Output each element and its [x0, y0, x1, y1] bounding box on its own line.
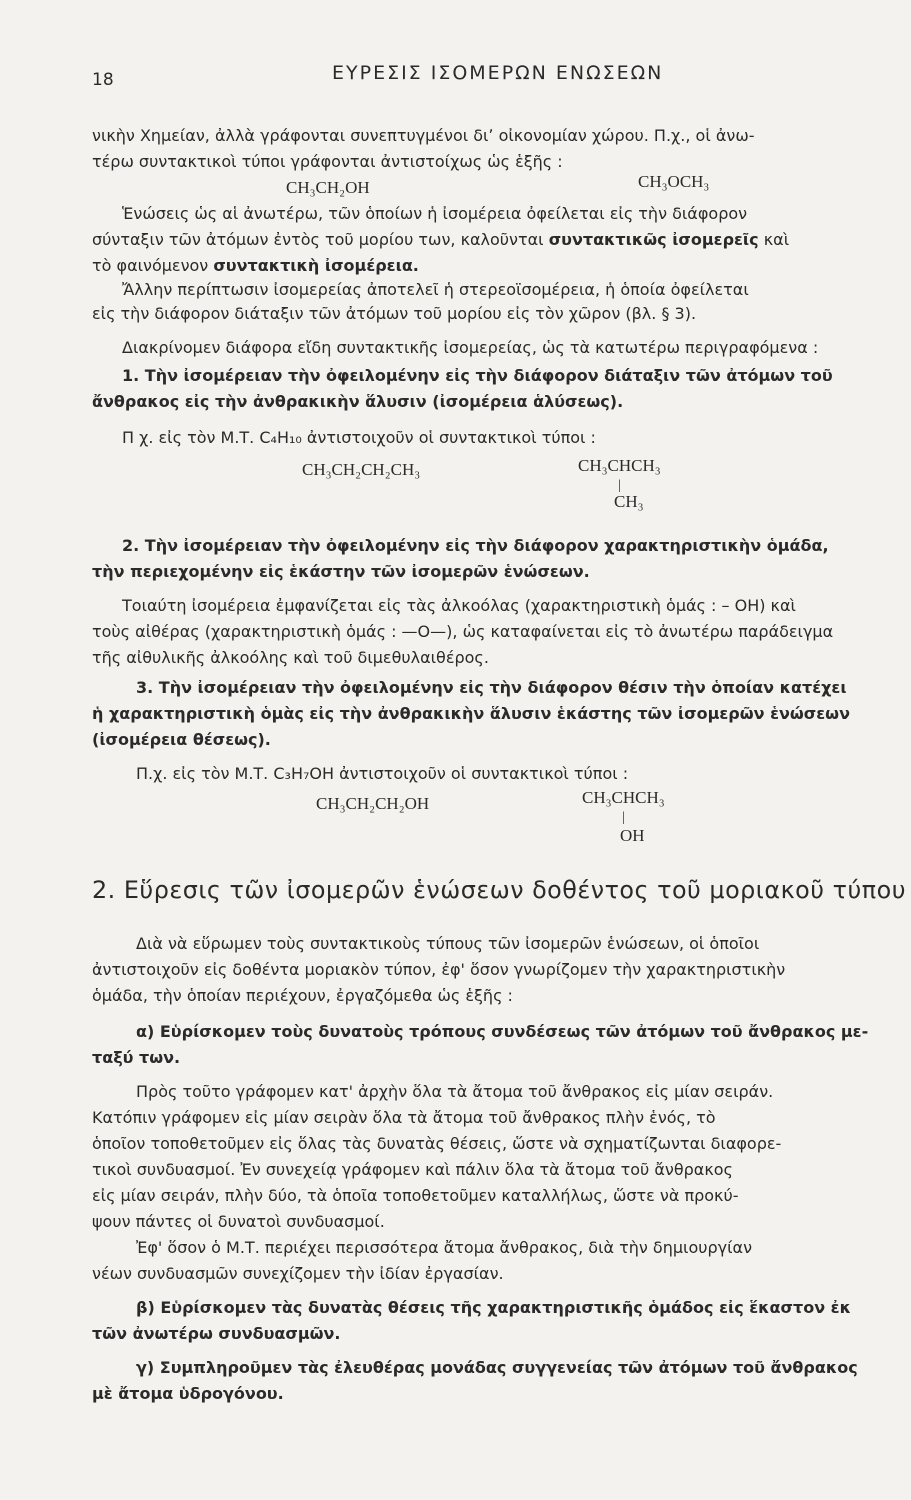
kind-2-heading: 2. Τὴν ἰσομέρειαν τὴν ὀφειλομένην εἰς τὴν διάφορον χαρακτηριστικὴν ὁμάδα, [122, 536, 829, 555]
text-line [92, 228, 789, 252]
kind-3-heading: 3. Τὴν ἰσομέρειαν τὴν ὀφειλομένην εἰς τὴν διάφορον θέσιν τὴν ὁποίαν κατέχει [136, 678, 847, 697]
step-b-heading-cont: τῶν ἀνωτέρω συνδυασμῶν. [92, 1324, 341, 1343]
text-span: καὶ [763, 230, 790, 249]
section-heading: 2. Εὕρεσις τῶν ἰσομερῶν ἑνώσεων δοθέντος τοῦ μοριακοῦ τύπου [92, 876, 907, 904]
formula-ethanol: CH₃CH₂OH [286, 178, 370, 197]
bond-line: | [618, 478, 621, 493]
text-line: Κατόπιν γράφομεν εἰς μίαν σειρὰν ὅλα τὰ ἄτομα τοῦ ἄνθρακος πλὴν ἑνός, τὸ [92, 1108, 716, 1127]
text-line: ψουν πάντες οἱ δυνατοὶ συνδυασμοί. [92, 1212, 385, 1231]
formula-methyl-branch: CH₃ [614, 492, 644, 511]
text-line: εἰς τὴν διάφορον διάταξιν τῶν ἀτόμων τοῦ μορίου εἰς τὸν χῶρον (βλ. § 3). [92, 304, 697, 323]
text-line [92, 254, 419, 278]
text-line: Ἑνώσεις ὡς αἱ ἀνωτέρω, τῶν ὁποίων ἡ ἰσομέρεια ὀφείλεται εἰς τὴν διάφορον [122, 204, 748, 223]
text-line: νέων συνδυασμῶν συνεχίζομεν τὴν ἰδίαν ἐργασίαν. [92, 1264, 504, 1283]
text-line: Ἐφ' ὅσον ὁ Μ.Τ. περιέχει περισσότερα ἄτομα ἄνθρακος, διὰ τὴν δημιουργίαν [136, 1238, 753, 1257]
formula-hydroxyl-branch: OH [620, 826, 645, 845]
text-line: Διὰ νὰ εὕρωμεν τοὺς συντακτικοὺς τύπους τῶν ἰσομερῶν ἑνώσεων, οἱ ὁποῖοι [136, 934, 760, 953]
term-structural-isomerism: συντακτικὴ ἰσομέρεια. [213, 256, 419, 275]
text-line: τῆς αἰθυλικῆς ἀλκοόλης καὶ τοῦ διμεθυλαιθέρος. [92, 648, 489, 667]
text-line: τέρω συντακτικοὶ τύποι γράφονται ἀντιστοίχως ὡς ἑξῆς : [92, 152, 563, 171]
step-b-heading: β) Εὑρίσκομεν τὰς δυνατὰς θέσεις τῆς χαρακτηριστικῆς ὁμάδος εἰς ἕκαστον ἐκ [136, 1298, 851, 1317]
formula-isopropanol: CH₃CHCH₃ [582, 788, 665, 807]
text-line: τοὺς αἰθέρας (χαρακτηριστικὴ ὁμάς : —Ο—), ὡς καταφαίνεται εἰς τὸ ἀνωτέρω παράδειγμα [92, 622, 834, 641]
running-title: ΕΥΡΕΣΙΣ ΙΣΟΜΕΡΩΝ ΕΝΩΣΕΩΝ [332, 62, 664, 84]
text-span: τὸ φαινόμενον [92, 256, 209, 275]
text-span: σύνταξιν τῶν ἀτόμων ἐντὸς τοῦ μορίου των, καλοῦνται [92, 230, 544, 249]
text-line: νικὴν Χημείαν, ἀλλὰ γράφονται συνεπτυγμένοι διʼ οἰκονομίαν χώρου. Π.χ., οἱ ἀνω- [92, 126, 755, 145]
text-line: Τοιαύτη ἰσομέρεια ἐμφανίζεται εἰς τὰς ἀλκοόλας (χαρακτηριστικὴ ὁμάς : – ΟΗ) καὶ [122, 596, 796, 615]
text-line: ὁποῖον τοποθετοῦμεν εἰς ὅλας τὰς δυνατὰς θέσεις, ὥστε νὰ σχηματίζωνται διαφορε- [92, 1134, 782, 1153]
formula-propanol: CH₃CH₂CH₂OH [316, 794, 430, 813]
page-header [92, 62, 871, 92]
step-c-heading: γ) Συμπληροῦμεν τὰς ἐλευθέρας μονάδας συγγενείας τῶν ἀτόμων τοῦ ἄνθρακος [136, 1358, 858, 1377]
step-c-heading-cont: μὲ ἄτομα ὑδρογόνου. [92, 1384, 284, 1403]
kind-1-heading-cont: ἄνθρακος εἰς τὴν ἀνθρακικὴν ἅλυσιν (ἰσομέρεια ἁλύσεως). [92, 392, 624, 411]
text-line: τικοὶ συνδυασμοί. Ἐν συνεχείᾳ γράφομεν καὶ πάλιν ὅλα τὰ ἄτομα τοῦ ἄνθρακος [92, 1160, 733, 1179]
text-line: Π χ. εἰς τὸν Μ.Τ. C₄H₁₀ ἀντιστοιχοῦν οἱ συντακτικοὶ τύποι : [122, 428, 596, 447]
formula-isobutane: CH₃CHCH₃ [578, 456, 661, 475]
text-line: ἀντιστοιχοῦν εἰς δοθέντα μοριακὸν τύπον, ἐφ' ὅσον γνωρίζομεν τὴν χαρακτηριστικὴν [92, 960, 786, 979]
text-line: Π.χ. εἰς τὸν Μ.Τ. C₃H₇OH ἀντιστοιχοῦν οἱ συντακτικοὶ τύποι : [136, 764, 629, 783]
kind-3-heading-cont: (ἰσομέρεια θέσεως). [92, 730, 271, 749]
kind-3-heading-cont: ἡ χαρακτηριστικὴ ὁμὰς εἰς τὴν ἀνθρακικὴν ἅλυσιν ἑκάστης τῶν ἰσομερῶν ἑνώσεων [92, 704, 850, 723]
text-line: ὁμάδα, τὴν ὁποίαν περιέχουν, ἐργαζόμεθα ὡς ἑξῆς : [92, 986, 513, 1005]
term-structurally-isomeric: συντακτικῶς ἰσομερεῖς [548, 230, 759, 249]
bond-line: | [622, 810, 625, 825]
formula-dimethyl-ether: CH₃OCH₃ [638, 172, 710, 191]
formula-butane: CH₃CH₂CH₂CH₃ [302, 460, 421, 479]
page-number: 18 [92, 70, 114, 90]
text-line: Ἄλλην περίπτωσιν ἰσομερείας ἀποτελεῖ ἡ στερεοϊσομέρεια, ἡ ὁποία ὀφείλεται [122, 280, 749, 299]
text-line: εἰς μίαν σειράν, πλὴν δύο, τὰ ὁποῖα τοποθετοῦμεν καταλλήλως, ὥστε νὰ προκύ- [92, 1186, 739, 1205]
step-a-heading-cont: ταξύ των. [92, 1048, 181, 1067]
kind-2-heading-cont: τὴν περιεχομένην εἰς ἑκάστην τῶν ἰσομερῶν ἑνώσεων. [92, 562, 590, 581]
step-a-heading: α) Εὑρίσκομεν τοὺς δυνατοὺς τρόπους συνδέσεως τῶν ἀτόμων τοῦ ἄνθρακος με- [136, 1022, 869, 1041]
text-line: Πρὸς τοῦτο γράφομεν κατ' ἀρχὴν ὅλα τὰ ἄτομα τοῦ ἄνθρακος εἰς μίαν σειράν. [136, 1082, 774, 1101]
text-line: Διακρίνομεν διάφορα εἴδη συντακτικῆς ἰσομερείας, ὡς τὰ κατωτέρω περιγραφόμενα : [122, 338, 819, 357]
kind-1-heading: 1. Τὴν ἰσομέρειαν τὴν ὀφειλομένην εἰς τὴν διάφορον διάταξιν τῶν ἀτόμων τοῦ [122, 366, 833, 385]
